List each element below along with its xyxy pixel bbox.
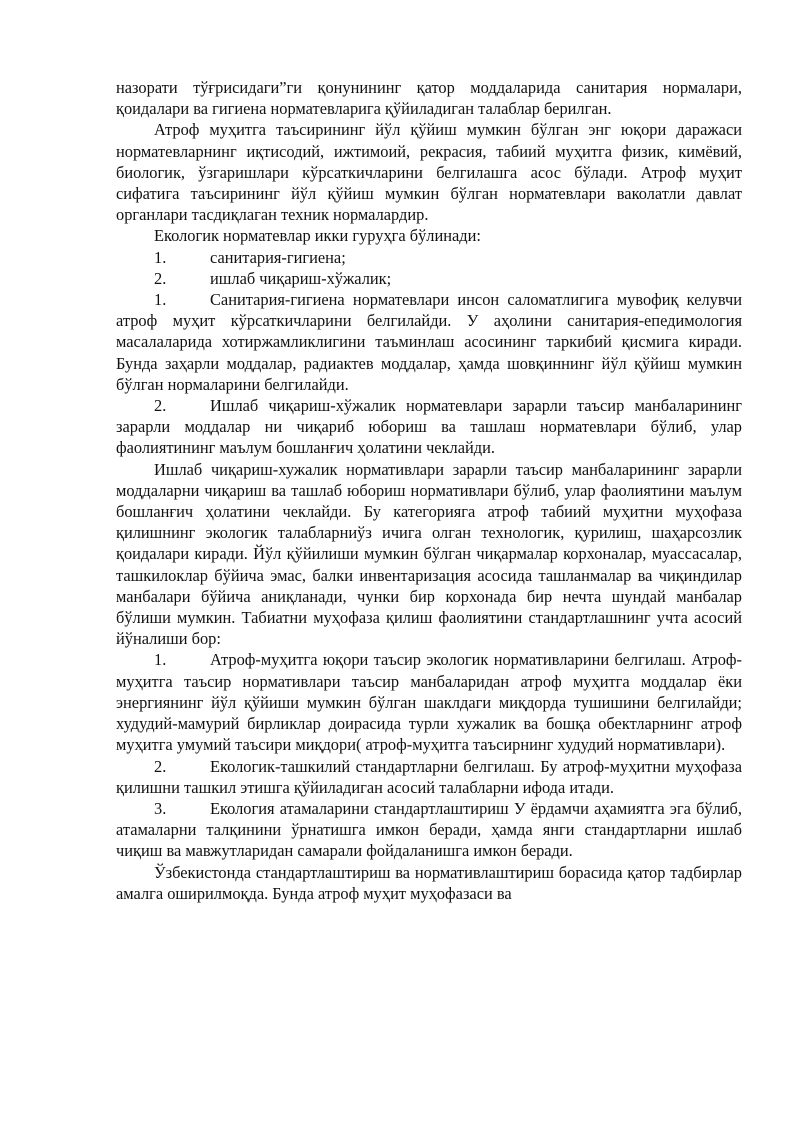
list-number: 3. bbox=[154, 798, 167, 818]
list-item-direction-3 bbox=[116, 798, 742, 862]
list-item-direction-2 bbox=[116, 756, 742, 798]
list-number: 1. bbox=[154, 290, 167, 310]
list-number: 2. bbox=[154, 756, 167, 776]
paragraph-continuation: назорати тўғрисидаги”ги қонунининг қатор моддаларида санитария нормалари, қоидалари ва гигиена норматевларига қўйиладиган талаблар берилган. bbox=[116, 78, 742, 119]
paragraph-impact-norms: Атроф муҳитга таъсирининг йўл қўйиш мумкин бўлган энг юқори даражаси норматевларнинг иқтисодий, ижтимоий, рекрасия, табиий муҳитга физик, кимёвий, биологик, ўзгаришлари кўрсаткичларини белгилашга асос бўлади. Атроф муҳит сифатига таъсирининг йўл қўйиш мумкин бўлган норматевлари ваколатли давлат органлари тасдиқлаган техник нормалардир. bbox=[116, 120, 742, 225]
list-number: 1. bbox=[154, 247, 167, 267]
paragraph-industrial-norms: Ишлаб чиқариш-хужалик нормативлари зарарли таъсир манбаларининг зарарли моддаларни чиқариш ва ташлаб юбориш нормативлари бўлиб, улар фаолиятини маълум бошланғич ҳолатини чеклайди. Бу категорияга атроф табиий муҳитни муҳофаза қилишнинг экологик талабларниўз ичига олган технологик, қурилиш, шаҳарсозлик қоидалари киради. Йўл қўйилиши мумкин бўлган чиқармалар корхоналар, муассасалар, ташкилоклар бўйича эмас, балки инвентаризация асосида ташланмалар ва чиқиндилар манбалари бўйича аниқланади, чунки бир корхонада бир нечта шундай манбалар бўлиши мумкин. Табиатни муҳофаза қилиш фаолиятини стандартлашнинг учта асосий йўналиши бор: bbox=[116, 459, 742, 649]
list-number: 1. bbox=[154, 650, 167, 670]
list-text: Атроф-муҳитга юқори таъсир экологик нормативларини белгилаш. Атроф-муҳитга таъсир нормативлари таъсир манбаларидан атроф муҳитга моддалар ёки энергиянинг йўл қўйиши мумкин бўлган шаклдаги миқдорда тушишини белгилайди; худудий-мамурий бирликлар доирасида турли хужалик ва бошқа обектларнинг атроф муҳитга умумий таъсири миқдори( атроф-муҳитга таъсирнинг худудий нормативлари). bbox=[116, 650, 742, 755]
list-item-sanitary-detail bbox=[116, 289, 742, 395]
list-text: Екология атамаларини стандартлаштириш У ёрдамчи аҳамиятга эга бўлиб, атамаларни талқинини ўрнатишга имкон беради, ҳамда янги стандартларни ишлаб чиқиш ва мавжутларидан самарали фойдаланишга имкон беради. bbox=[116, 798, 742, 861]
list-item-sanitary bbox=[116, 247, 742, 268]
list-number: 2. bbox=[154, 396, 167, 416]
list-text: ишлаб чиқариш-хўжалик; bbox=[210, 268, 392, 288]
list-item-industrial bbox=[116, 268, 742, 289]
list-number: 2. bbox=[154, 268, 167, 288]
list-text: Екологик-ташкилий стандартларни белгилаш. Бу атроф-муҳитни муҳофаза қилишни ташкил этишга қўйиладиган асосий талабларни ифода итади. bbox=[116, 756, 742, 797]
list-item-industrial-detail bbox=[116, 395, 742, 459]
paragraph-groups-intro: Екологик норматевлар икки гуруҳга бўлинади: bbox=[154, 226, 481, 246]
list-text: Ишлаб чиқариш-хўжалик норматевлари зарарли таъсир манбаларининг зарарли моддалар ни чиқариб юбориш ва ташлаш норматевлари бўлиб, улар фаолиятининг маълум бошланғич ҳолатини чеклайди. bbox=[116, 396, 742, 458]
paragraph-uzbekistan: Ўзбекистонда стандартлаштириш ва нормативлаштириш борасида қатор тадбирлар амалга оширилмоқда. Бунда атроф муҳит муҳофазаси ва bbox=[116, 862, 742, 903]
list-item-direction-1 bbox=[116, 649, 742, 755]
list-text: санитария-гигиена; bbox=[210, 247, 346, 267]
list-text: Санитария-гигиена норматевлари инсон саломатлигига мувофиқ келувчи атроф муҳит кўрсаткичларини белгилайди. У аҳолини санитария-епедимология масалаларида хотиржамликлигини таъминлаш асосининг таркибий қисмига киради. Бунда заҳарли моддалар, радиактев моддалар, ҳамда шовқиннинг йўл қўйиш мумкин бўлган нормаларини белгилайди. bbox=[116, 290, 742, 394]
